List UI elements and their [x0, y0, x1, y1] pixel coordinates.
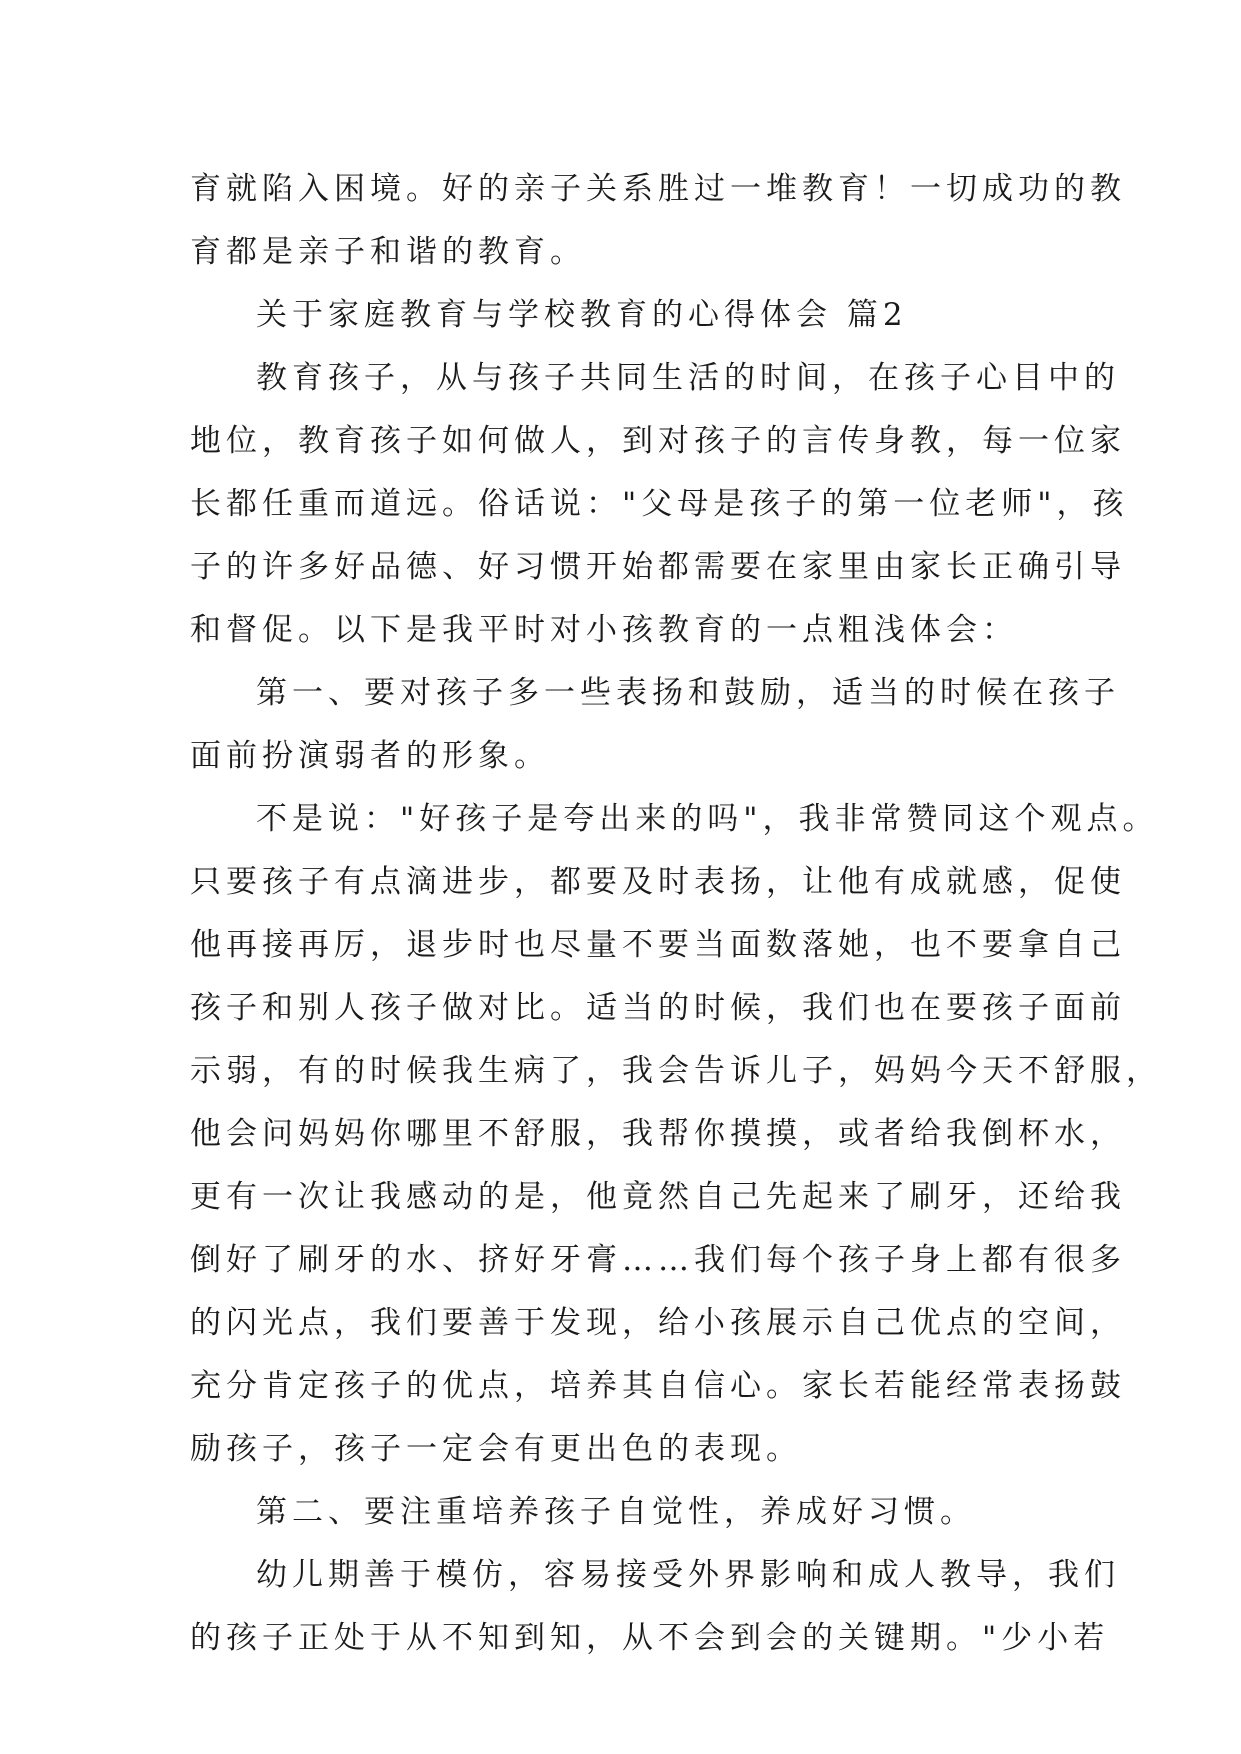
text-line: 只要孩子有点滴进步，都要及时表扬，让他有成就感，促使 — [190, 864, 1126, 900]
text-line: 教育孩子，从与孩子共同生活的时间，在孩子心目中的 — [256, 360, 1120, 396]
text-line: 示弱，有的时候我生病了，我会告诉儿子，妈妈今天不舒服， — [190, 1053, 1162, 1089]
text-line: 励孩子，孩子一定会有更出色的表现。 — [190, 1431, 802, 1467]
text-line: 的闪光点，我们要善于发现，给小孩展示自己优点的空间， — [190, 1305, 1126, 1341]
text-line: 他再接再厉，退步时也尽量不要当面数落她，也不要拿自己 — [190, 927, 1126, 963]
text-line: 长都任重而道远。俗话说："父母是孩子的第一位老师"，孩 — [190, 486, 1129, 522]
text-line: 幼儿期善于模仿，容易接受外界影响和成人教导，我们 — [256, 1557, 1120, 1593]
text-line: 第二、要注重培养孩子自觉性，养成好习惯。 — [256, 1494, 976, 1530]
text-line: 更有一次让我感动的是，他竟然自己先起来了刷牙，还给我 — [190, 1179, 1126, 1215]
text-line: 第一、要对孩子多一些表扬和鼓励，适当的时候在孩子 — [256, 675, 1120, 711]
text-line: 不是说："好孩子是夸出来的吗"，我非常赞同这个观点。 — [256, 801, 1159, 837]
text-line: 充分肯定孩子的优点，培养其自信心。家长若能经常表扬鼓 — [190, 1368, 1126, 1404]
text-line: 子的许多好品德、好习惯开始都需要在家里由家长正确引导 — [190, 549, 1126, 585]
document-body — [190, 158, 1162, 1670]
text-line: 他会问妈妈你哪里不舒服，我帮你摸摸，或者给我倒杯水， — [190, 1116, 1126, 1152]
text-line: 和督促。以下是我平时对小孩教育的一点粗浅体会： — [190, 612, 1018, 648]
text-line: 倒好了刷牙的水、挤好牙膏……我们每个孩子身上都有很多 — [190, 1242, 1126, 1278]
text-line: 育就陷入困境。好的亲子关系胜过一堆教育！一切成功的教 — [190, 171, 1126, 207]
text-line: 面前扮演弱者的形象。 — [190, 738, 550, 774]
section-heading: 关于家庭教育与学校教育的心得体会 篇2 — [256, 297, 908, 333]
text-line: 的孩子正处于从不知到知，从不会到会的关键期。"少小若 — [190, 1620, 1110, 1656]
text-line: 孩子和别人孩子做对比。适当的时候，我们也在要孩子面前 — [190, 990, 1126, 1026]
text-line: 育都是亲子和谐的教育。 — [190, 234, 586, 270]
text-line: 地位，教育孩子如何做人，到对孩子的言传身教，每一位家 — [190, 423, 1126, 459]
